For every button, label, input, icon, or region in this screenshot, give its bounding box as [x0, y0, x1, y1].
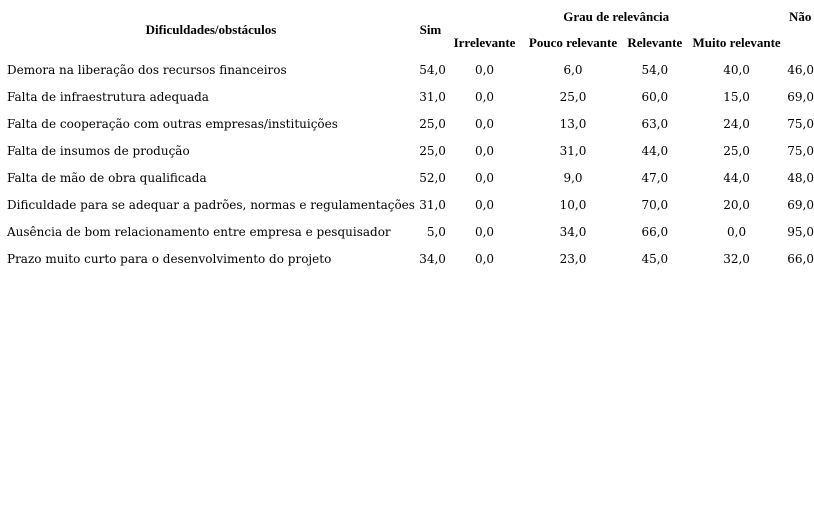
cell-sim: 54,0	[419, 62, 446, 77]
cell-muito-relevante: 20,0	[723, 197, 750, 212]
cell-irrelevante: 0,0	[474, 143, 495, 158]
cell-irrelevante: 0,0	[474, 89, 495, 104]
cell-sim: 25,0	[419, 116, 446, 131]
cell-muito-relevante: 32,0	[723, 251, 750, 266]
difficulties-table	[4, 4, 814, 272]
cell-nao: 75,0	[787, 143, 814, 158]
cell-relevante: 60,0	[641, 89, 669, 104]
row-label: Ausência de bom relacionamento entre empresa e pesquisador	[7, 224, 391, 239]
cell-relevante: 63,0	[641, 116, 669, 131]
header-grau-relevancia: Grau de relevância	[563, 8, 670, 24]
cell-irrelevante: 0,0	[474, 116, 495, 131]
table-row	[4, 164, 814, 191]
cell-nao: 95,0	[787, 224, 814, 239]
table-row	[4, 191, 814, 218]
row-label: Falta de cooperação com outras empresas/instituições	[7, 116, 338, 131]
row-label: Dificuldade para se adequar a padrões, normas e regulamentações	[7, 197, 415, 212]
cell-muito-relevante: 44,0	[723, 170, 750, 185]
cell-irrelevante: 0,0	[474, 62, 495, 77]
cell-sim: 31,0	[419, 89, 446, 104]
header-irrelevante: Irrelevante	[453, 34, 516, 50]
cell-sim: 31,0	[419, 197, 446, 212]
cell-nao: 69,0	[787, 89, 814, 104]
row-label: Falta de insumos de produção	[7, 143, 190, 158]
table-header	[4, 4, 814, 56]
cell-nao: 75,0	[787, 116, 814, 131]
cell-sim: 34,0	[419, 251, 446, 266]
cell-muito-relevante: 25,0	[723, 143, 750, 158]
cell-muito-relevante: 15,0	[723, 89, 750, 104]
cell-relevante: 45,0	[641, 251, 669, 266]
row-label: Falta de infraestrutura adequada	[7, 89, 209, 104]
header-nao: Não	[789, 8, 812, 24]
cell-irrelevante: 0,0	[474, 251, 495, 266]
cell-nao: 46,0	[787, 62, 814, 77]
cell-pouco-relevante: 34,0	[559, 224, 587, 239]
cell-relevante: 47,0	[641, 170, 669, 185]
cell-sim: 5,0	[426, 224, 446, 239]
row-label: Falta de mão de obra qualificada	[7, 170, 207, 185]
cell-pouco-relevante: 6,0	[563, 62, 583, 77]
cell-muito-relevante: 0,0	[727, 224, 747, 239]
header-muito-relevante: Muito relevante	[692, 34, 781, 50]
cell-irrelevante: 0,0	[474, 224, 495, 239]
cell-pouco-relevante: 13,0	[559, 116, 587, 131]
table-row	[4, 56, 814, 83]
table-row	[4, 218, 814, 245]
cell-pouco-relevante: 10,0	[559, 197, 587, 212]
header-relevante: Relevante	[627, 34, 683, 50]
cell-pouco-relevante: 25,0	[559, 89, 587, 104]
cell-nao: 69,0	[787, 197, 814, 212]
cell-pouco-relevante: 31,0	[559, 143, 587, 158]
row-label: Prazo muito curto para o desenvolvimento do projeto	[7, 251, 332, 266]
cell-sim: 25,0	[419, 143, 446, 158]
header-sim: Sim	[419, 22, 442, 37]
cell-nao: 66,0	[787, 251, 814, 266]
header-nao-spacer	[786, 29, 814, 56]
cell-sim: 52,0	[419, 170, 446, 185]
header-pouco-relevante: Pouco relevante	[528, 34, 618, 50]
table-row	[4, 245, 814, 272]
cell-muito-relevante: 24,0	[723, 116, 750, 131]
cell-pouco-relevante: 23,0	[559, 251, 587, 266]
table-row	[4, 137, 814, 164]
header-difficulties: Dificuldades/obstáculos	[145, 22, 277, 37]
cell-muito-relevante: 40,0	[723, 62, 750, 77]
table-body	[4, 56, 814, 272]
table-row	[4, 110, 814, 137]
cell-irrelevante: 0,0	[474, 197, 495, 212]
cell-relevante: 70,0	[641, 197, 669, 212]
cell-irrelevante: 0,0	[474, 170, 495, 185]
cell-relevante: 44,0	[641, 143, 669, 158]
cell-nao: 48,0	[787, 170, 814, 185]
cell-relevante: 66,0	[641, 224, 669, 239]
cell-relevante: 54,0	[641, 62, 669, 77]
cell-pouco-relevante: 9,0	[563, 170, 583, 185]
table-row	[4, 83, 814, 110]
row-label: Demora na liberação dos recursos financeiros	[7, 62, 287, 77]
